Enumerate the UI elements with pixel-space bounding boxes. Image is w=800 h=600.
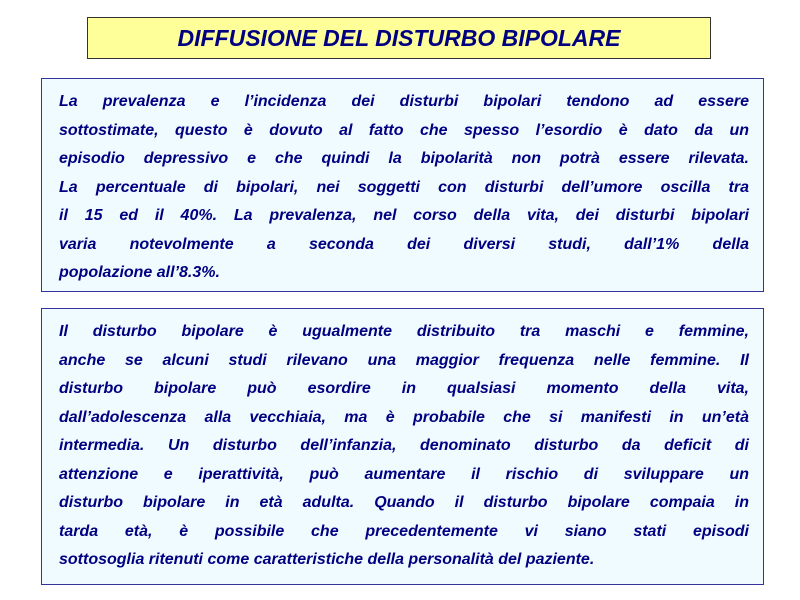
paragraph-line: La prevalenza e l’incidenza dei disturbi bipolari tendono ad essere — [59, 93, 749, 110]
paragraph-line: tarda età, è possibile che precedentemente vi siano stati episodi — [59, 522, 749, 540]
paragraph-line: il 15 ed il 40%. La prevalenza, nel corso della vita, dei disturbi bipolari — [59, 207, 749, 224]
paragraph-box-distribution — [41, 308, 764, 585]
paragraph-distribution — [59, 318, 749, 575]
paragraph-line: intermedia. Un disturbo dell’infanzia, denominato disturbo da deficit di — [59, 437, 749, 454]
paragraph-line: La percentuale di bipolari, nei soggetti con disturbi dell’umore oscilla tra — [59, 178, 749, 196]
paragraph-line: sottostimate, questo è dovuto al fatto che spesso l’esordio è dato da un — [59, 121, 749, 139]
paragraph-prevalence — [59, 88, 749, 288]
paragraph-line: episodio depressivo e che quindi la bipolarità non potrà essere rilevata. — [59, 150, 749, 167]
paragraph-line: disturbo bipolare in età adulta. Quando il disturbo bipolare compaia in — [59, 494, 749, 511]
paragraph-line: varia notevolmente a seconda dei diversi studi, dall’1% della — [59, 235, 749, 253]
paragraph-line: anche se alcuni studi rilevano una maggior frequenza nelle femmine. Il — [59, 351, 749, 369]
paragraph-line: attenzione e iperattività, può aumentare il rischio di sviluppare un — [59, 465, 749, 483]
paragraph-line: popolazione all’8.3%. — [59, 264, 220, 281]
slide-title: DIFFUSIONE DEL DISTURBO BIPOLARE — [177, 24, 621, 51]
paragraph-box-prevalence — [41, 78, 764, 292]
paragraph-line: Il disturbo bipolare è ugualmente distribuito tra maschi e femmine, — [59, 323, 749, 340]
paragraph-line: sottosoglia ritenuti come caratteristiche della personalità del paziente. — [59, 551, 595, 568]
paragraph-line: dall’adolescenza alla vecchiaia, ma è probabile che si manifesti in un’età — [59, 408, 749, 426]
paragraph-line: disturbo bipolare può esordire in qualsiasi momento della vita, — [59, 380, 749, 397]
title-box — [87, 17, 711, 59]
